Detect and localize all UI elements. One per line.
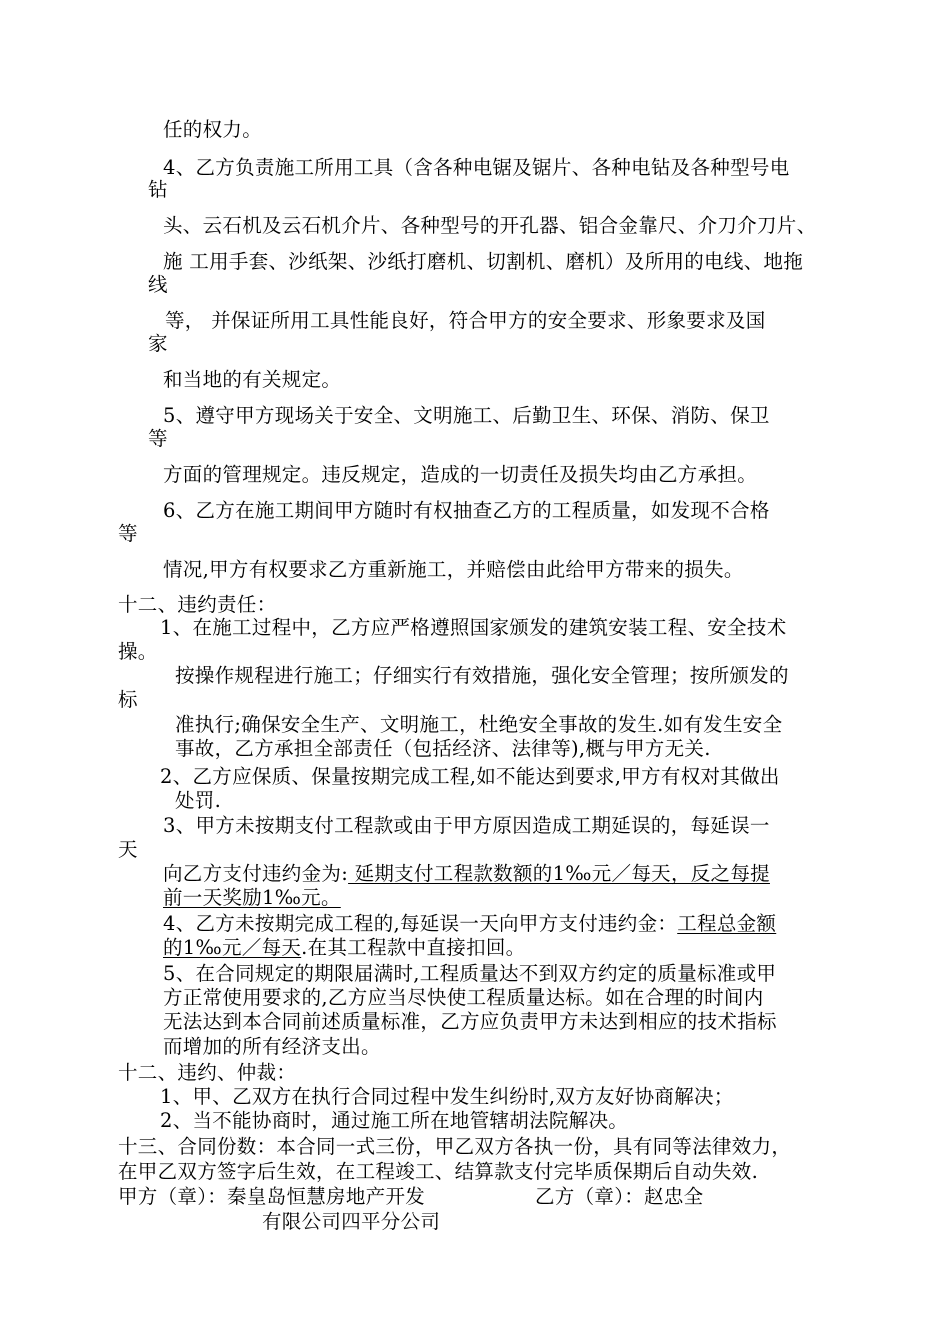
text-line: 施 工用手套、沙纸架、沙纸打磨机、切割机、磨机）及所用的电线、地拖 [163,250,804,273]
text-line [163,936,525,960]
wrap-char: 等 [118,522,138,545]
wrap-char: 天 [118,838,138,861]
party-b-signature: 乙方（章）：赵忠全 [535,1185,704,1208]
text-line: 头、云石机及云石机介片、各种型号的开孔器、铝合金靠尺、介刀介刀片、 [163,214,817,237]
penalty-label: 4、乙方未按期完成工程的,每延误一天向甲方支付违约金： [163,912,678,935]
text-line: 准执行;确保安全生产、文明施工，杜绝安全事故的发生.如有发生安全 [175,713,783,736]
penalty-label: 向乙方支付违约金为: [163,862,349,885]
section-heading: 十二、违约责任： [118,593,277,616]
section-heading: 十三、合同份数：本合同一式三份，甲乙双方各执一份，具有同等法律效力， [118,1135,792,1158]
text-line: 和当地的有关规定。 [163,368,342,391]
text-line: 3、甲方未按期支付工程款或由于甲方原因造成工期延误的，每延误一 [163,814,770,837]
party-a-company: 有限公司四平分公司 [262,1210,441,1233]
text-line: 1、在施工过程中，乙方应严格遵照国家颁发的建筑安装工程、安全技术 [160,616,787,639]
wrap-char: 线 [148,273,168,296]
wrap-char: 操。 [118,640,158,663]
text-line: 等， 并保证所用工具性能良好，符合甲方的安全要求、形象要求及国 [165,309,766,332]
text-line: 方正常使用要求的,乙方应当尽快使工程质量达标。如在合理的时间内 [163,986,764,1009]
text-line: 5、在合同规定的期限届满时,工程质量达不到双方约定的质量标准或甲 [163,962,777,985]
text-line: 事故，乙方承担全部责任（包括经济、法律等),概与甲方无关. [175,737,711,760]
wrap-char: 标 [118,688,138,711]
penalty-amount: 延期支付工程款数额的1‰元／每天，反之每提 [348,862,770,885]
text-line: 方面的管理规定。违反规定，造成的一切责任及损失均由乙方承担。 [163,463,758,486]
text-line: 按操作规程进行施工；仔细实行有效措施，强化安全管理；按所颁发的 [175,664,789,687]
clause-4-line: 4、乙方负责施工所用工具（含各种电锯及锯片、各种电钻及各种型号电 [163,156,790,179]
text-line: 处罚. [175,789,222,812]
wrap-char: 钻 [148,178,168,201]
section-heading: 十二、违约、仲裁： [118,1061,297,1084]
text-line: 2、当不能协商时，通过施工所在地管辖胡法院解决。 [160,1109,629,1132]
penalty-amount-cont: 前一天奖励1‰元。 [163,886,341,909]
text-line [163,912,776,936]
text-line: 任的权力。 [163,118,263,141]
wrap-char: 家 [148,332,168,355]
text-line: 无法达到本合同前述质量标准，乙方应负责甲方未达到相应的技术指标 [163,1010,777,1033]
clause-5-line: 5、遵守甲方现场关于安全、文明施工、后勤卫生、环保、消防、保卫 [163,404,770,427]
text-span: .在其工程款中直接扣回。 [301,936,526,959]
text-line: 1、甲、乙双方在执行合同过程中发生纠纷时,双方友好协商解决； [160,1085,734,1108]
party-a-signature: 甲方（章）：秦皇岛恒慧房地产开发 [118,1185,426,1208]
penalty-amount: 工程总金额 [677,912,777,935]
text-line: 情况,甲方有权要求乙方重新施工，并赔偿由此给甲方带来的损失。 [163,558,744,581]
clause-6-line: 6、乙方在施工期间甲方随时有权抽查乙方的工程质量，如发现不合格 [163,499,770,522]
text-line: 2、乙方应保质、保量按期完成工程,如不能达到要求,甲方有权对其做出 [160,765,780,788]
penalty-amount: 的1‰元／每天 [163,936,302,959]
wrap-char: 等 [148,427,168,450]
text-line: 在甲乙双方签字后生效，在工程竣工、结算款支付完毕质保期后自动失效. [118,1160,759,1183]
text-line: 而增加的所有经济支出。 [163,1035,381,1058]
text-line [163,862,770,886]
